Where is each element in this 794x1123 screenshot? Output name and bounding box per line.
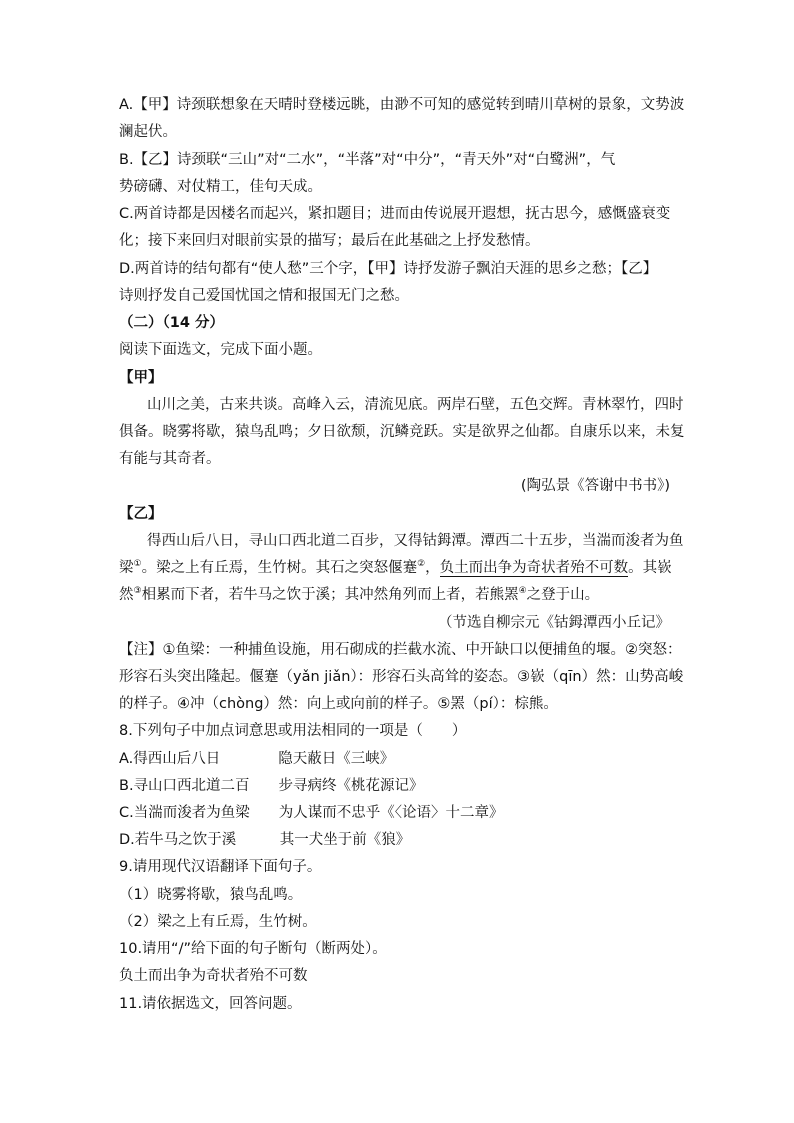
passage-jia-source: (陶弘景《答谢中书书》) bbox=[520, 478, 670, 494]
text-span: 之登于山。 bbox=[526, 587, 600, 603]
option-c-line-2: 化；接下来回归对眼前实景的描写；最后在此基础之上抒发愁情。 bbox=[119, 233, 540, 249]
notes-line-3: 的样子。④冲（chòng）然：向上或向前的样子。⑤罴（pí）：棕熊。 bbox=[119, 696, 558, 712]
q8-stem: 8.下列句子中加点词意思或用法相同的一项是（ ） bbox=[119, 723, 467, 739]
text-span: 相累而下者，若牛马之饮于溪；其冲然角列而上者，若熊罴 bbox=[141, 587, 519, 603]
q8-option-d: D.若牛马之饮于溪 其一犬坐于前《狼》 bbox=[119, 832, 411, 848]
q8-option-b: B.寻山口西北道二百 步寻病终《桃花源记》 bbox=[119, 778, 424, 794]
passage-jia-line-3: 有能与其奇者。 bbox=[119, 451, 221, 467]
option-d-line-1: D.两首诗的结句都有“使人愁”三个字，【甲】诗抒发游子飘泊天涯的思乡之愁；【乙】 bbox=[119, 261, 658, 277]
text-span: 然 bbox=[119, 587, 134, 603]
q11-stem: 11.请依据选文，回答问题。 bbox=[119, 996, 302, 1012]
q10-sentence: 负土而出争为奇状者殆不可数 bbox=[119, 968, 308, 984]
passage-yi-source: （节选自柳宗元《钴鉧潭西小丘记》 bbox=[438, 615, 670, 631]
passage-jia-label: 【甲】 bbox=[119, 370, 163, 386]
footnote-ref-4: ④ bbox=[518, 586, 527, 596]
text-span: 。其嵚 bbox=[628, 560, 672, 576]
option-b-line-1: B.【乙】诗颈联“三山”对“二水”，“半落”对“中分”，“青天外”对“白鹭洲”，气 bbox=[119, 152, 616, 168]
option-b-line-2: 势磅礴、对仗精工，佳句天成。 bbox=[119, 179, 322, 195]
passage-jia-line-2: 俱备。晓雾将歇，猿鸟乱鸣；夕日欲颓，沉鳞竞跃。实是欲界之仙都。自康乐以来，未复 bbox=[119, 424, 685, 440]
underlined-sentence: 负土而出争为奇状者殆不可数 bbox=[439, 560, 629, 576]
option-a-line-1: A.【甲】诗颈联想象在天晴时登楼远眺，由渺不可知的感觉转到晴川草树的景象，文势波 bbox=[119, 97, 685, 113]
notes-line-1: 【注】①鱼梁：一种捕鱼设施，用石砌成的拦截水流、中开缺口以便捕鱼的堰。②突怒： bbox=[119, 642, 682, 658]
q8-option-c: C.当湍而浚者为鱼梁 为人谋而不忠乎《〈论语〉十二章》 bbox=[119, 805, 504, 821]
option-d-line-2: 诗则抒发自己爱国忧国之情和报国无门之愁。 bbox=[119, 288, 409, 304]
q9-sentence-2: （2）梁之上有丘焉，生竹树。 bbox=[119, 914, 317, 930]
section-2-header: （二）（14 分） bbox=[119, 315, 224, 331]
q8-option-a: A.得西山后八日 隐天蔽日《三峡》 bbox=[119, 751, 395, 767]
passage-yi-label: 【乙】 bbox=[119, 506, 163, 522]
option-c-line-1: C.两首诗都是因楼名而起兴，紧扣题目；进而由传说展开遐想，抚古思今，感慨盛衰变 bbox=[119, 206, 671, 222]
option-a-line-2: 澜起伏。 bbox=[119, 124, 177, 140]
footnote-ref-2: ② bbox=[417, 559, 426, 569]
text-span: ， bbox=[425, 560, 440, 576]
q9-stem: 9.请用现代汉语翻译下面句子。 bbox=[119, 859, 322, 875]
q9-sentence-1: （1）晓雾将歇，猿鸟乱鸣。 bbox=[119, 887, 303, 903]
notes-line-2: 形容石头突出隆起。偃蹇（yǎn jiǎn）：形容石头高耸的姿态。③嵚（qīn）然：山势高峻 bbox=[119, 669, 684, 685]
passage-yi-line-2 bbox=[119, 558, 671, 580]
footnote-ref-1: ① bbox=[133, 559, 142, 569]
passage-yi-line-1: 得西山后八日，寻山口西北道二百步，又得钴鉧潭。潭西二十五步，当湍而浚者为鱼 bbox=[147, 533, 684, 549]
text-span: 。梁之上有丘焉，生竹树。其石之突怒偃蹇 bbox=[141, 560, 418, 576]
passage-yi-line-3 bbox=[119, 585, 671, 607]
text-span: 梁 bbox=[119, 560, 134, 576]
passage-jia-line-1: 山川之美，古来共谈。高峰入云，清流见底。两岸石壁，五色交辉。青林翠竹，四时 bbox=[147, 397, 684, 413]
q10-stem: 10.请用“/”给下面的句子断句（断两处）。 bbox=[119, 941, 387, 957]
section-2-instruction: 阅读下面选文，完成下面小题。 bbox=[119, 342, 322, 358]
footnote-ref-3: ③ bbox=[133, 586, 142, 596]
